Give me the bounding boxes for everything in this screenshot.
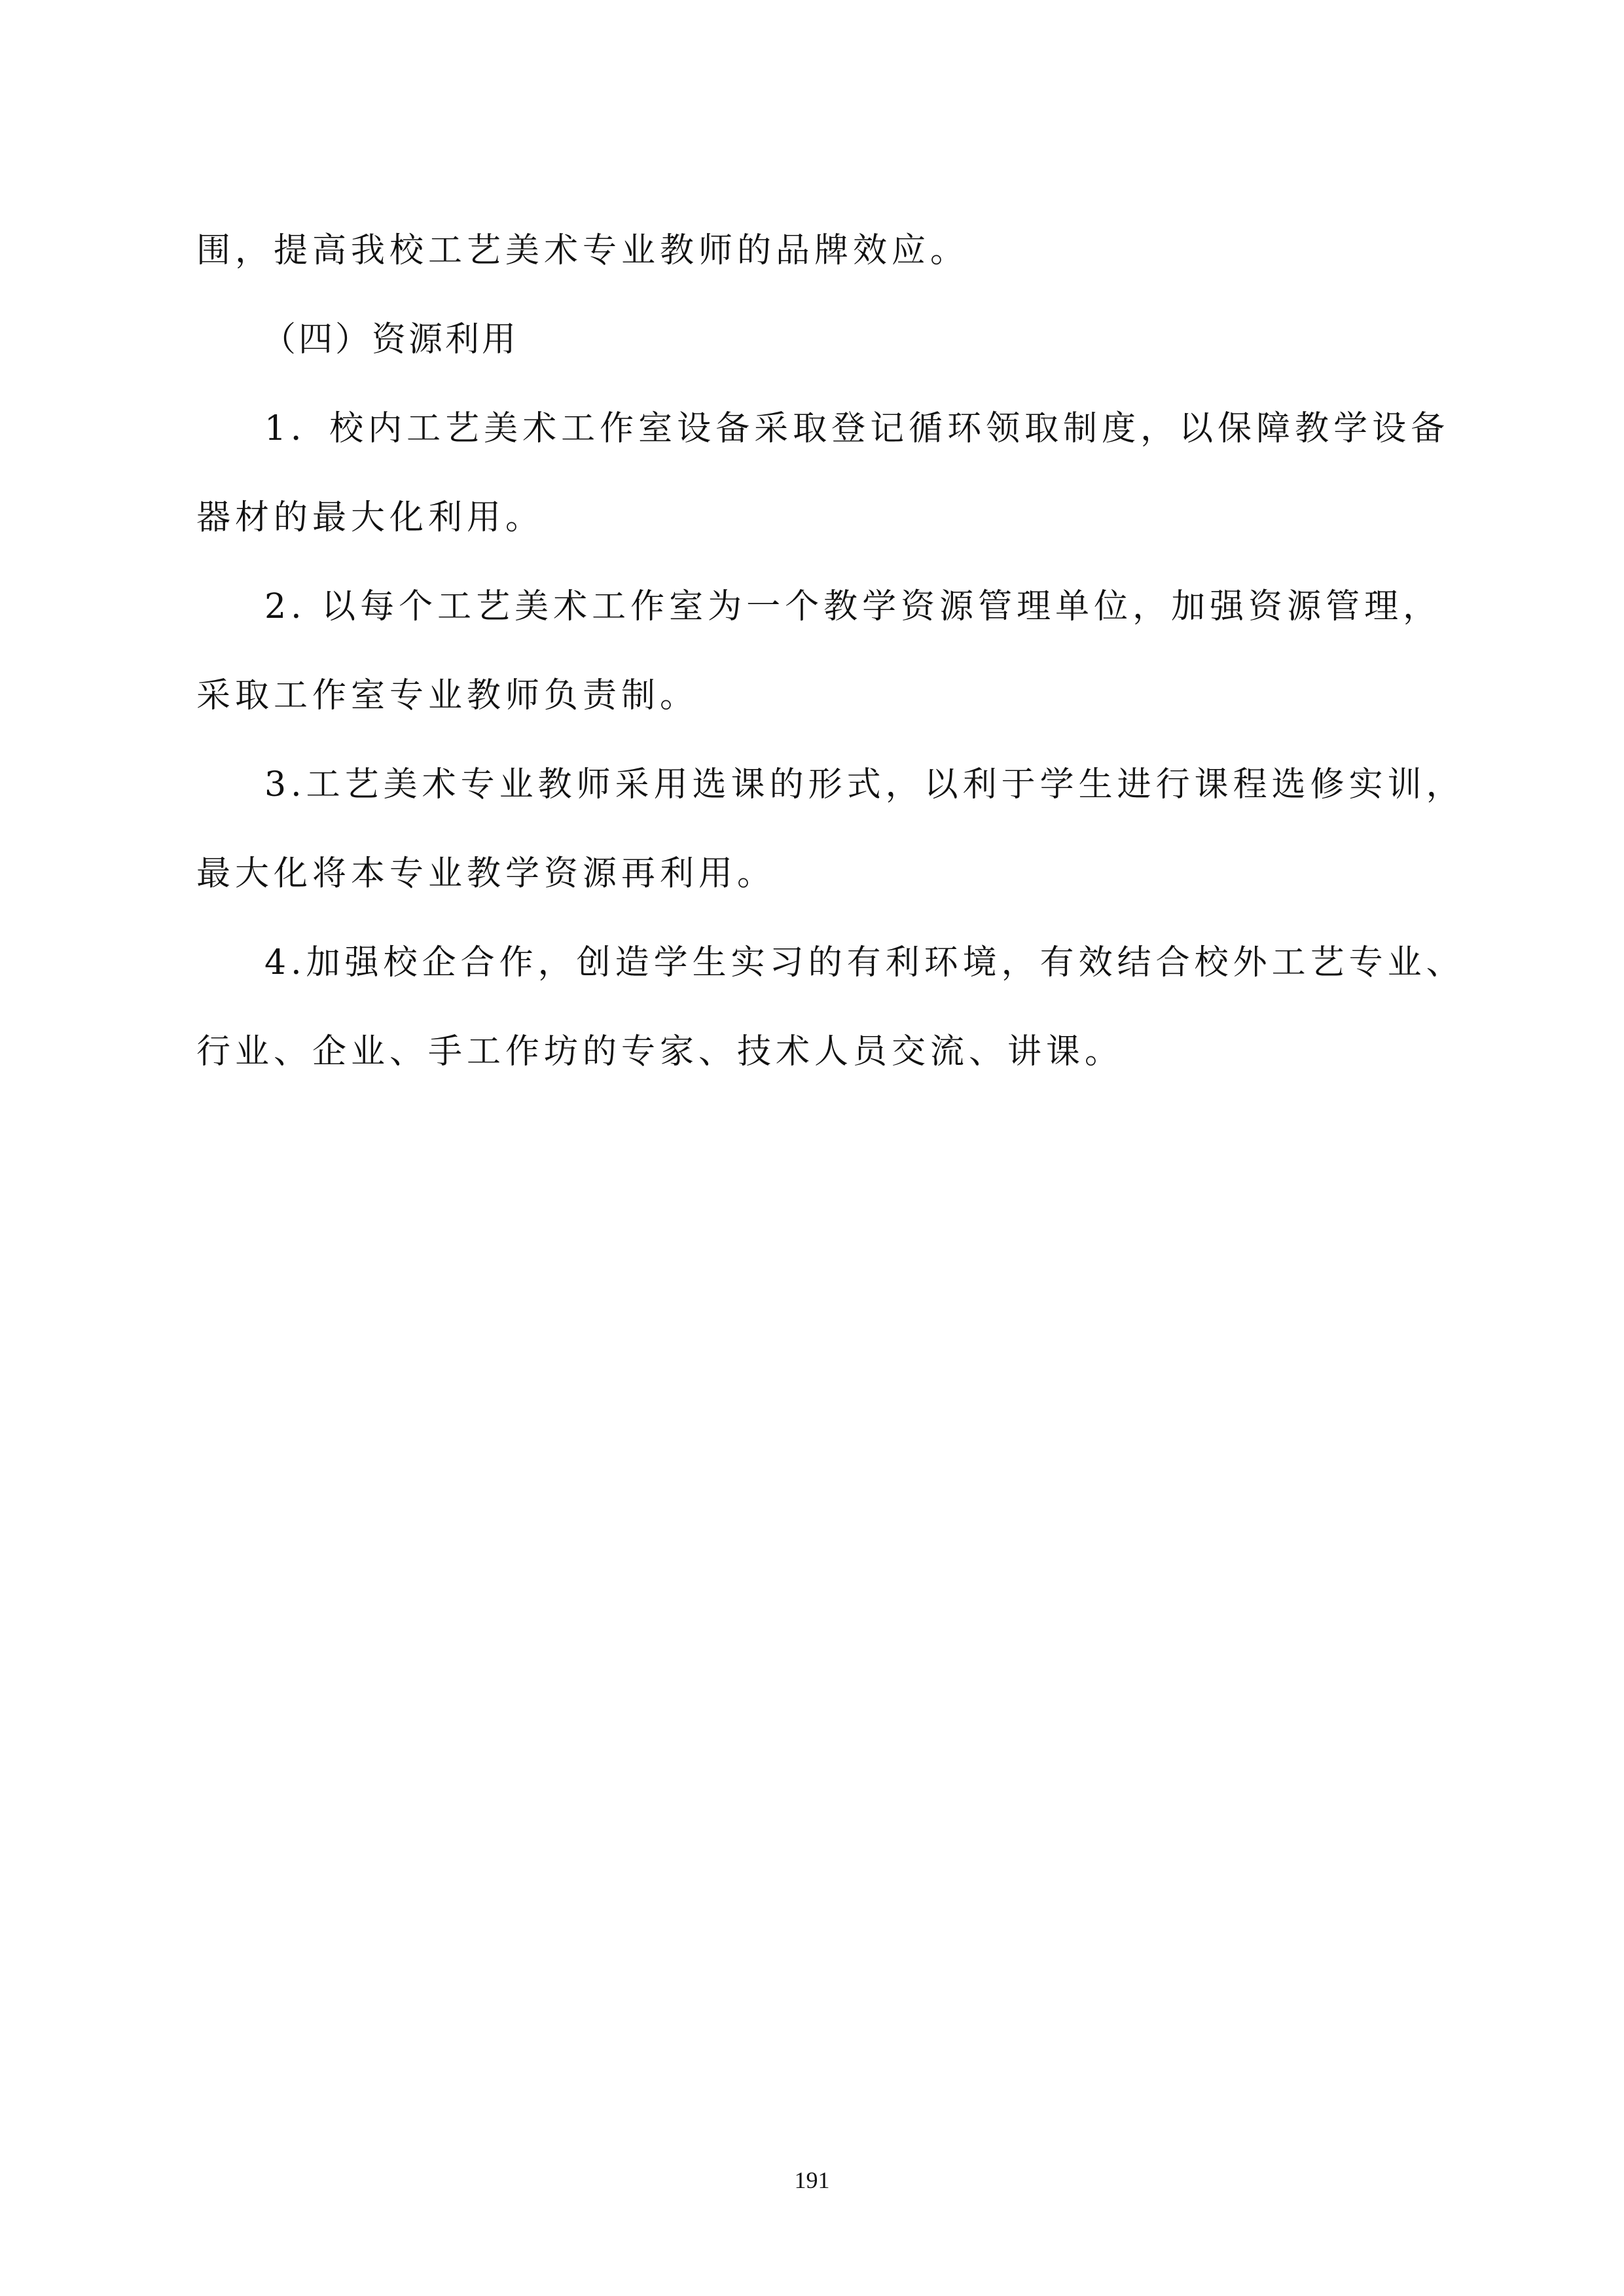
list-item-4-line-1: 4.加强校企合作，创造学生实习的有利环境，有效结合校外工艺专业、 bbox=[264, 943, 1465, 982]
list-item-2-line-2: 采取工作室专业教师负责制。 bbox=[196, 676, 699, 715]
list-item-4-line-2: 行业、企业、手工作坊的专家、技术人员交流、讲课。 bbox=[196, 1032, 1124, 1071]
list-item-1-line-2: 器材的最大化利用。 bbox=[196, 498, 545, 537]
list-item-3-line-1: 3.工艺美术专业教师采用选课的形式，以利于学生进行课程选修实训， bbox=[264, 765, 1465, 804]
section-heading: （四）资源利用 bbox=[262, 320, 519, 359]
page-number: 191 bbox=[794, 2167, 830, 2193]
list-item-2-line-1: 2. 以每个工艺美术工作室为一个教学资源管理单位，加强资源管理， bbox=[264, 587, 1442, 626]
list-item-1-line-1: 1．校内工艺美术工作室设备采取登记循环领取制度，以保障教学设备 bbox=[264, 409, 1450, 448]
paragraph-continuation-line: 围，提高我校工艺美术专业教师的品牌效应。 bbox=[196, 231, 969, 270]
body-text bbox=[196, 206, 1465, 1096]
list-item-3-line-2: 最大化将本专业教学资源再利用。 bbox=[196, 854, 776, 893]
